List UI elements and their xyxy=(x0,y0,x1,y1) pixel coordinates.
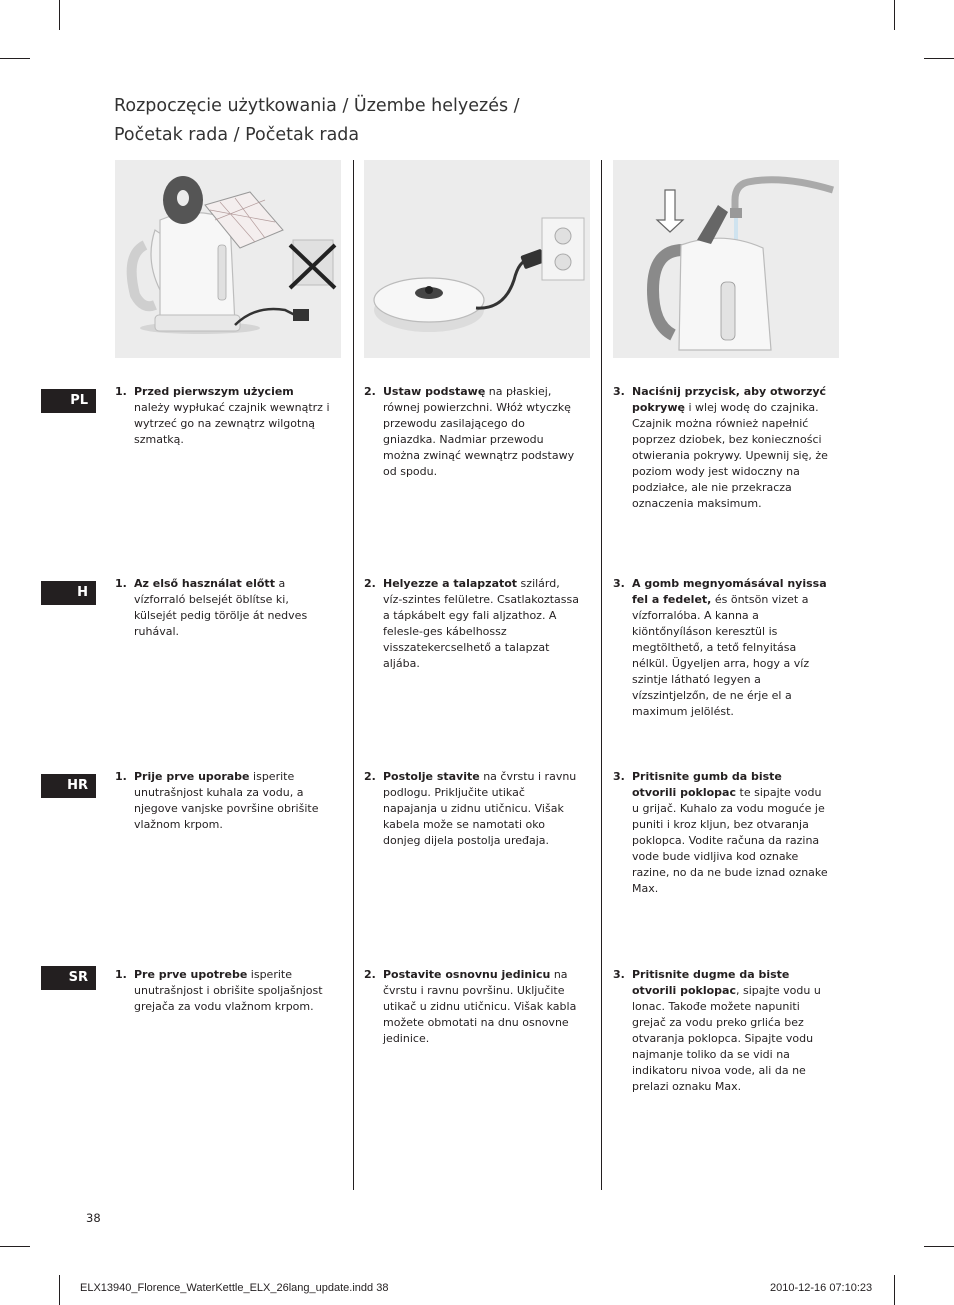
crop-mark xyxy=(0,58,30,59)
column-divider xyxy=(601,160,602,1190)
lang-tag-pl: PL xyxy=(41,389,96,413)
crop-mark xyxy=(0,1246,30,1247)
crop-mark xyxy=(924,58,954,59)
kettle-with-cloth-crossed-out-icon xyxy=(115,160,341,358)
step-sr-3: 3. Pritisnite dugme da biste otvorili poklopac, sipajte vodu u lonac. Takođe možete napuniti grejač za vodu preko grlića bez otvaranja poklopca. Sipajte vodu najmanje toliko da se vidi na indikatoru nivoa vode, ali da ne prelazi oznaku Max. xyxy=(613,968,821,1093)
step-h-1: 1. Az első használat előtt a vízforraló belsejét öblítse ki, külsejét pedig törölje át nedves ruhával. xyxy=(115,577,308,638)
timestamp-slug: 2010-12-16 07:10:23 xyxy=(770,1282,873,1294)
step-pl-3: 3. Naciśnij przycisk, aby otworzyć pokrywę i wlej wodę do czajnika. Czajnik można również napełnić poprzez dziobek, bez konieczności otwierania pokrywy. Upewnij się, że poziom wody jest widoczny na podziałce, ale nie przekracza oznaczenia maksimum. xyxy=(613,385,828,510)
kettle-base-with-plug-icon xyxy=(364,160,590,358)
lang-tag-sr: SR xyxy=(41,966,96,990)
page-number: 38 xyxy=(86,1211,101,1225)
step-hr-3: 3. Pritisnite gumb da biste otvorili poklopac te sipajte vodu u grijač. Kuhalo za vodu moguće je puniti i kroz kljun, bez otvaranja poklopca. Vodite računa da razina vode bude vidljiva kod oznake razine, no da ne bude iznad oznake Max. xyxy=(613,770,828,895)
step-h-2: 2. Helyezze a talapzatot szilárd, víz-szintes felületre. Csatlakoztassa a tápkábelt egy fali aljzathoz. A felesle-ges kábelhossz visszatekercselhető a talapzat aljába. xyxy=(364,577,579,670)
kettle-filling-under-tap-icon xyxy=(613,160,839,358)
illustration-step-2 xyxy=(364,160,590,358)
crop-mark xyxy=(924,1246,954,1247)
column-divider xyxy=(353,160,354,1190)
step-hr-1: 1. Prije prve uporabe isperite unutrašnjost kuhala za vodu, a njegove vanjske površine obrišite vlažnom krpom. xyxy=(115,770,319,831)
step-sr-2: 2. Postavite osnovnu jedinicu na čvrstu i ravnu površinu. Uključite utikač u zidnu utičnicu. Višak kabla možete obmotati na dnu osnovne jedinice. xyxy=(364,968,577,1045)
crop-mark xyxy=(894,0,895,30)
crop-mark xyxy=(59,0,60,30)
file-slug: ELX13940_Florence_WaterKettle_ELX_26lang_update.indd 38 xyxy=(80,1282,389,1294)
step-pl-2: 2. Ustaw podstawę na płaskiej, równej powierzchni. Włóż wtyczkę przewodu zasilającego do gniazdka. Nadmiar przewodu można zwinąć wewnątrz podstawy od spodu. xyxy=(364,385,575,478)
title-line-1: Rozpoczęcie użytkowania / Üzembe helyezés / xyxy=(114,96,520,116)
step-sr-1: 1. Pre prve upotrebe isperite unutrašnjost i obrišite spoljašnjost grejača za vodu vlažnom krpom. xyxy=(115,968,323,1013)
step-hr-2: 2. Postolje stavite na čvrstu i ravnu podlogu. Priključite utikač napajanja u zidnu utičnicu. Višak kabela može se namotati oko donjeg dijela postolja uređaja. xyxy=(364,770,577,847)
crop-mark xyxy=(59,1275,60,1305)
title-line-2: Početak rada / Početak rada xyxy=(114,125,360,145)
step-h-3: 3. A gomb megnyomásával nyissa fel a fedelet, és öntsön vizet a vízforralóba. A kanna a kiöntőnyíláson keresztül is megtölthető, a tető felnyitása nélkül. Ügyeljen arra, hogy a víz szintje látható legyen a vízszintjelzőn, de ne érje el a maximum jelölést. xyxy=(613,577,827,718)
page-title xyxy=(114,92,674,150)
crop-mark xyxy=(894,1275,895,1305)
lang-tag-h: H xyxy=(41,581,96,605)
illustration-step-1 xyxy=(115,160,341,358)
lang-tag-hr: HR xyxy=(41,774,96,798)
step-pl-1: 1. Przed pierwszym użyciem należy wypłukać czajnik wewnątrz i wytrzeć go na zewnątrz wilgotną szmatką. xyxy=(115,385,330,446)
illustration-step-3 xyxy=(613,160,839,358)
